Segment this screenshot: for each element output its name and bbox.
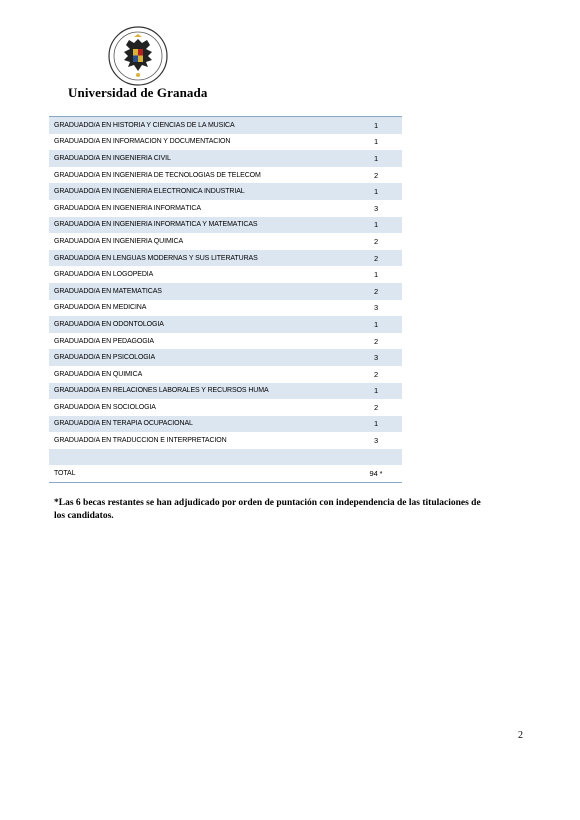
table-row [49, 233, 402, 250]
footnote: *Las 6 becas restantes se han adjudicado por orden de puntación con independencia de las titulaciones de los candidatos. [54, 498, 481, 521]
grant-count: 1 [373, 120, 379, 130]
total-value: 94 * [369, 468, 383, 478]
grant-count: 2 [373, 236, 379, 246]
total-row [49, 465, 402, 483]
grant-count: 1 [373, 220, 379, 230]
degree-name: GRADUADO/A EN INGENIERÍA INFORMÁTICA [54, 204, 201, 212]
grant-count: 2 [373, 286, 379, 296]
grant-count: 3 [373, 353, 379, 363]
grant-count: 2 [373, 369, 379, 379]
grant-count: 1 [373, 386, 379, 396]
blank-row [49, 449, 402, 465]
grant-count: 1 [373, 153, 379, 163]
table-row [49, 117, 402, 134]
table-row [49, 333, 402, 350]
grant-count: 1 [373, 419, 379, 429]
grant-count: 2 [373, 253, 379, 263]
grant-count: 2 [373, 336, 379, 346]
degree-name: GRADUADO/A EN TERAPIA OCUPACIONAL [54, 420, 193, 428]
table-row [49, 316, 402, 333]
grant-count: 1 [373, 137, 379, 147]
table-row [49, 300, 402, 317]
degree-name: GRADUADO/A EN QUÍMICA [54, 370, 143, 378]
degree-name: GRADUADO/A EN INGENIERÍA DE TECNOLOGÍAS DE TELECOM [54, 171, 261, 179]
table-row [49, 217, 402, 234]
table-row [49, 200, 402, 217]
degree-name: GRADUADO/A EN RELACIONES LABORALES Y RECURSOS HUMA [54, 387, 269, 395]
total-label: TOTAL [54, 469, 76, 477]
grant-count: 1 [373, 270, 379, 280]
grant-count: 3 [373, 303, 379, 313]
degree-name: GRADUADO/A EN HISTORIA Y CIENCIAS DE LA MÚSICA [54, 121, 235, 129]
degree-name: GRADUADO/A EN ODONTOLOGÍA [54, 320, 164, 328]
grant-count: 1 [373, 187, 379, 197]
degree-name: GRADUADO/A EN MEDICINA [54, 304, 147, 312]
grant-count: 2 [373, 402, 379, 412]
grant-count: 2 [373, 170, 379, 180]
degree-name: GRADUADO/A EN INGENIERÍA INFORMÁTICA Y MATEMÁTICAS [54, 221, 258, 229]
grants-table [49, 116, 402, 483]
grant-count: 3 [373, 436, 379, 446]
degree-name: GRADUADO/A EN LOGOPEDIA [54, 271, 154, 279]
table-row [49, 150, 402, 167]
degree-name: GRADUADO/A EN INFORMACIÓN Y DOCUMENTACIÓN [54, 138, 231, 146]
table-row [49, 283, 402, 300]
degree-name: GRADUADO/A EN INGENIERÍA ELECTRÓNICA INDUSTRIAL [54, 188, 245, 196]
university-seal-icon [107, 25, 169, 87]
table-row [49, 266, 402, 283]
table-row [49, 399, 402, 416]
university-name: Universidad de Granada [68, 85, 208, 100]
degree-name: GRADUADO/A EN INGENIERÍA CIVIL [54, 154, 171, 162]
grant-count: 1 [373, 319, 379, 329]
table-row [49, 183, 402, 200]
degree-name: GRADUADO/A EN INGENIERÍA QUÍMICA [54, 237, 184, 245]
grant-count: 3 [373, 203, 379, 213]
table-row [49, 366, 402, 383]
page-number: 2 [518, 730, 523, 741]
degree-name: GRADUADO/A EN MATEMÁTICAS [54, 287, 162, 295]
table-row [49, 167, 402, 184]
table-row [49, 432, 402, 449]
table-row [49, 416, 402, 433]
degree-name: GRADUADO/A EN SOCIOLOGÍA [54, 403, 156, 411]
table-row [49, 349, 402, 366]
table-row [49, 250, 402, 267]
degree-name: GRADUADO/A EN PSICOLOGÍA [54, 354, 156, 362]
table-row [49, 383, 402, 400]
degree-name: GRADUADO/A EN PEDAGOGÍA [54, 337, 155, 345]
table-row [49, 134, 402, 151]
degree-name: GRADUADO/A EN LENGUAS MODERNAS Y SUS LITERATURAS [54, 254, 258, 262]
degree-name: GRADUADO/A EN TRADUCCIÓN E INTERPRETACIÓN [54, 437, 227, 445]
